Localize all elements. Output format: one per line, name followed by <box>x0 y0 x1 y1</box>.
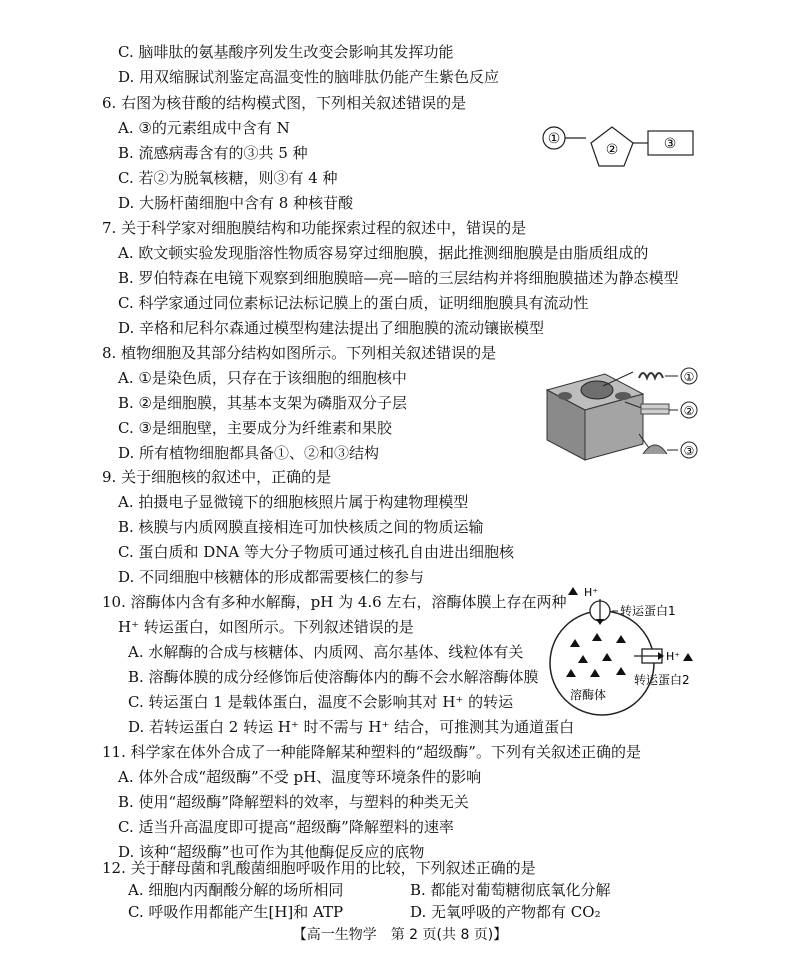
q6-option-c: C. 若②为脱氧核糖，则③有 4 种 <box>118 169 338 187</box>
q12-option-d: D. 无氧呼吸的产物都有 CO₂ <box>410 903 601 921</box>
nucleotide-diagram <box>535 118 710 178</box>
q7-option-a: A. 欧文顿实验发现脂溶性物质容易穿过细胞膜，据此推测细胞膜是由脂质组成的 <box>118 244 649 262</box>
q9-stem: 9. 关于细胞核的叙述中，正确的是 <box>102 468 332 486</box>
chromatin-icon <box>639 373 663 378</box>
cell-wall-icon <box>643 445 667 454</box>
q7-option-b: B. 罗伯特森在电镜下观察到细胞膜暗—亮—暗的三层结构并将细胞膜描述为静态模型 <box>118 269 679 287</box>
q7-option-d: D. 辛格和尼科尔森通过模型构建法提出了细胞膜的流动镶嵌模型 <box>118 319 545 337</box>
q8-option-b: B. ②是细胞膜，其基本支架为磷脂双分子层 <box>118 394 408 412</box>
q5-option-d: D. 用双缩脲试剂鉴定高温变性的脑啡肽仍能产生紫色反应 <box>118 68 500 86</box>
q11-stem: 11. 科学家在体外合成了一种能降解某种塑料的“超级酶”。下列有关叙述正确的是 <box>102 743 641 761</box>
lysosome-diagram <box>530 585 705 720</box>
q6-stem: 6. 右图为核苷酸的结构模式图，下列相关叙述错误的是 <box>102 94 467 112</box>
cell-label-3: ③ <box>683 444 695 458</box>
q10-option-b: B. 溶酶体膜的成分经修饰后使溶酶体内的酶不会水解溶酶体膜 <box>128 668 539 686</box>
q12-option-c: C. 呼吸作用都能产生[H]和 ATP <box>128 903 344 921</box>
nucleotide-label-2: ② <box>605 142 619 158</box>
transport-protein-1-label: 转运蛋白1 <box>620 604 676 618</box>
q9-option-b: B. 核膜与内质网膜直接相连可加快核质之间的物质运输 <box>118 518 484 536</box>
nucleotide-label-1: ① <box>547 131 561 147</box>
q7-option-c: C. 科学家通过同位素标记法标记膜上的蛋白质，证明细胞膜具有流动性 <box>118 294 589 312</box>
q6-option-d: D. 大肠杆菌细胞中含有 8 种核苷酸 <box>118 194 354 212</box>
q8-stem: 8. 植物细胞及其部分结构如图所示。下列相关叙述错误的是 <box>102 344 497 362</box>
h-ion-right-label: H⁺ <box>666 650 681 663</box>
q6-option-a: A. ③的元素组成中含有 N <box>118 119 290 137</box>
q5-option-c: C. 脑啡肽的氨基酸序列发生改变会影响其发挥功能 <box>118 43 454 61</box>
q11-option-b: B. 使用“超级酶”降解塑料的效率，与塑料的种类无关 <box>118 793 469 811</box>
h-ion-top-label: H⁺ <box>584 586 599 599</box>
q10-option-c: C. 转运蛋白 1 是载体蛋白，温度不会影响其对 H⁺ 的转运 <box>128 693 514 711</box>
q12-option-a: A. 细胞内丙酮酸分解的场所相同 <box>128 881 344 899</box>
q10-stem-line1: 10. 溶酶体内含有多种水解酶，pH 为 4.6 左右，溶酶体膜上存在两种 <box>102 593 567 611</box>
q9-option-a: A. 拍摄电子显微镜下的细胞核照片属于构建物理模型 <box>118 493 469 511</box>
q8-option-a: A. ①是染色质，只存在于该细胞的细胞核中 <box>118 369 407 387</box>
page-footer: 【高一生物学 第 2 页(共 8 页)】 <box>292 927 508 943</box>
plant-cell-diagram <box>535 352 710 467</box>
cell-label-1: ① <box>683 370 695 384</box>
transport-protein-2-label: 转运蛋白2 <box>634 673 690 687</box>
q11-option-d: D. 该种“超级酶”也可作为其他酶促反应的底物 <box>118 843 425 861</box>
lysosome-label: 溶酶体 <box>570 688 607 702</box>
q6-option-b: B. 流感病毒含有的③共 5 种 <box>118 144 308 162</box>
q9-option-d: D. 不同细胞中核糖体的形成都需要核仁的参与 <box>118 568 425 586</box>
q7-stem: 7. 关于科学家对细胞膜结构和功能探索过程的叙述中，错误的是 <box>102 219 527 237</box>
q11-option-c: C. 适当升高温度即可提高“超级酶”降解塑料的速率 <box>118 818 454 836</box>
q10-option-d: D. 若转运蛋白 2 转运 H⁺ 时不需与 H⁺ 结合，可推测其为通道蛋白 <box>128 718 575 736</box>
cell-label-2: ② <box>683 404 695 418</box>
q8-option-c: C. ③是细胞壁，主要成分为纤维素和果胶 <box>118 419 392 437</box>
q10-stem-line2: H⁺ 转运蛋白，如图所示。下列叙述错误的是 <box>118 618 414 636</box>
q11-option-a: A. 体外合成“超级酶”不受 pH、温度等环境条件的影响 <box>118 768 482 786</box>
q9-option-c: C. 蛋白质和 DNA 等大分子物质可通过核孔自由进出细胞核 <box>118 543 515 561</box>
h-ion-triangles <box>566 633 626 677</box>
q8-option-d: D. 所有植物细胞都具备①、②和③结构 <box>118 444 380 462</box>
q12-option-b: B. 都能对葡萄糖彻底氧化分解 <box>410 881 611 899</box>
q10-option-a: A. 水解酶的合成与核糖体、内质网、高尔基体、线粒体有关 <box>128 643 524 661</box>
nucleotide-label-3: ③ <box>663 136 677 152</box>
q12-stem: 12. 关于酵母菌和乳酸菌细胞呼吸作用的比较，下列叙述正确的是 <box>102 859 536 877</box>
